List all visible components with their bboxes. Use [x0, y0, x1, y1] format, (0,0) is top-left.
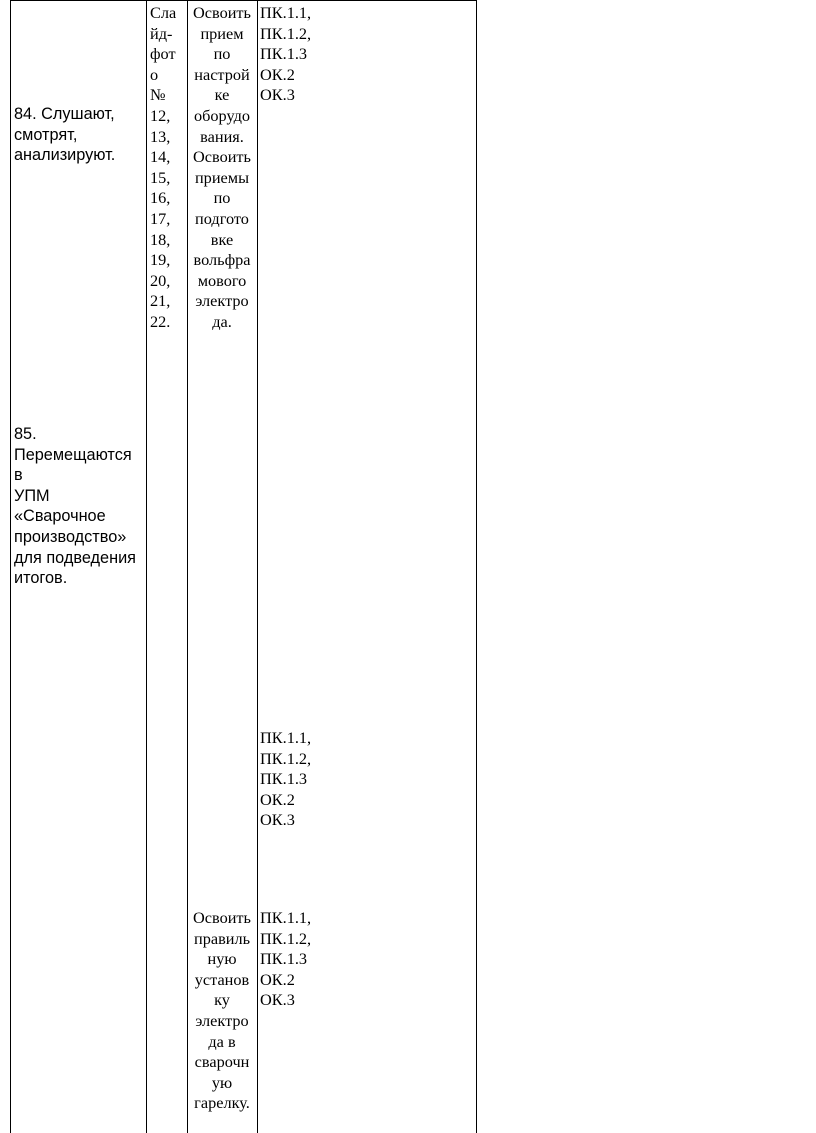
- activity-cell-85: 85. Перемещаются в УПМ «Сварочное производство» для подведения итогов.: [14, 425, 136, 588]
- competencies-cell-84: ПК.1.1, ПК.1.2, ПК.1.3 ОК.2 ОК.3: [260, 3, 312, 105]
- goal-cell-86: Освоить правиль ную установ ку электро да в сварочн ую гарелку.: [193, 908, 251, 1113]
- competencies-cell-85: ПК.1.1, ПК.1.2, ПК.1.3 ОК.2 ОК.3: [260, 728, 312, 830]
- table-border-left: [10, 0, 11, 1133]
- visual-aid-cell-84: Сла йд- фот о № 12, 13, 14, 15, 16, 17, 18, 19, 20, 21, 22.: [150, 3, 177, 331]
- table-column-divider: [257, 0, 258, 1133]
- activity-cell-84: 84. Слушают, смотрят, анализируют.: [14, 105, 116, 165]
- goal-cell-84: Освоить прием по настрой ке оборудо вания. Освоить приемы по подгото вке вольфра мового электро да.: [193, 3, 251, 331]
- table-border-top: [10, 0, 477, 1]
- competencies-cell-86: ПК.1.1, ПК.1.2, ПК.1.3 ОК.2 ОК.3: [260, 908, 312, 1010]
- table-column-divider: [146, 0, 147, 1133]
- table-border-right: [476, 0, 477, 1133]
